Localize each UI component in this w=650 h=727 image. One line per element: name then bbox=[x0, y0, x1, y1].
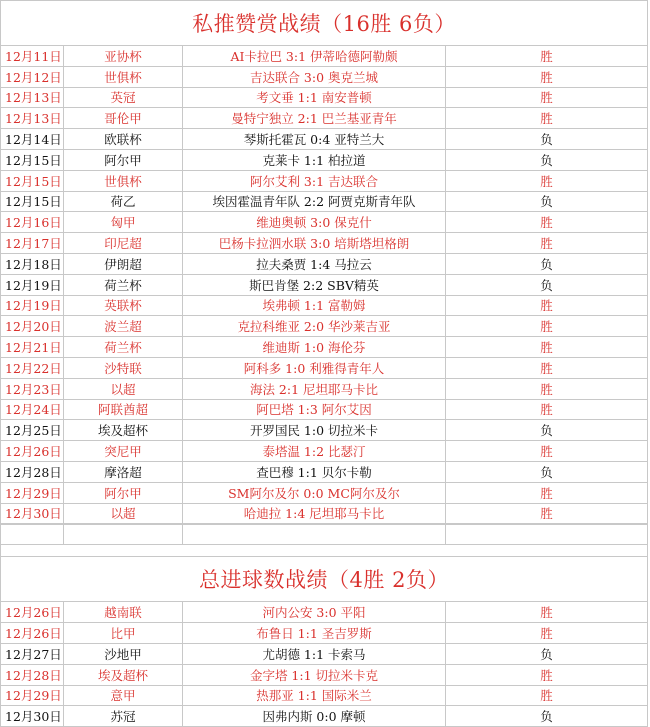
table-row bbox=[1, 441, 648, 462]
date-cell: 12月12日 bbox=[1, 66, 64, 87]
date-cell: 12月13日 bbox=[1, 108, 64, 129]
league-cell: 亚协杯 bbox=[64, 46, 183, 67]
league-cell: 比甲 bbox=[64, 623, 183, 644]
league-cell: 越南联 bbox=[64, 602, 183, 623]
section2-table bbox=[0, 601, 648, 727]
date-cell: 12月29日 bbox=[1, 685, 64, 706]
match-cell: 巴杨卡拉泗水联 3:0 培斯塔坦格朗 bbox=[183, 233, 446, 254]
date-cell: 12月19日 bbox=[1, 274, 64, 295]
match-cell: 阿尔艾利 3:1 吉达联合 bbox=[183, 170, 446, 191]
match-cell: 海法 2:1 尼坦耶马卡比 bbox=[183, 378, 446, 399]
league-cell: 埃及超杯 bbox=[64, 420, 183, 441]
match-cell: 布鲁日 1:1 圣吉罗斯 bbox=[183, 623, 446, 644]
result-cell: 胜 bbox=[446, 46, 648, 67]
league-cell: 阿尔甲 bbox=[64, 149, 183, 170]
league-cell: 摩洛超 bbox=[64, 461, 183, 482]
blank-row bbox=[1, 525, 648, 545]
date-cell: 12月19日 bbox=[1, 295, 64, 316]
result-cell: 胜 bbox=[446, 295, 648, 316]
date-cell: 12月14日 bbox=[1, 129, 64, 150]
result-cell: 负 bbox=[446, 149, 648, 170]
league-cell: 世俱杯 bbox=[64, 170, 183, 191]
table-row bbox=[1, 129, 648, 150]
date-cell: 12月15日 bbox=[1, 170, 64, 191]
league-cell: 荷兰杯 bbox=[64, 274, 183, 295]
league-cell: 沙地甲 bbox=[64, 643, 183, 664]
date-cell: 12月13日 bbox=[1, 87, 64, 108]
result-cell: 胜 bbox=[446, 233, 648, 254]
league-cell: 伊朗超 bbox=[64, 253, 183, 274]
league-cell: 阿尔甲 bbox=[64, 482, 183, 503]
result-cell: 负 bbox=[446, 643, 648, 664]
league-cell: 突尼甲 bbox=[64, 441, 183, 462]
result-cell: 胜 bbox=[446, 316, 648, 337]
match-cell: 维迪斯 1:0 海伦芬 bbox=[183, 337, 446, 358]
result-cell: 胜 bbox=[446, 441, 648, 462]
match-cell: 阿巴塔 1:3 阿尔艾因 bbox=[183, 399, 446, 420]
date-cell: 12月23日 bbox=[1, 378, 64, 399]
table-row bbox=[1, 461, 648, 482]
league-cell: 以超 bbox=[64, 378, 183, 399]
match-cell: 开罗国民 1:0 切拉米卡 bbox=[183, 420, 446, 441]
table-row bbox=[1, 706, 648, 727]
result-cell: 胜 bbox=[446, 482, 648, 503]
date-cell: 12月26日 bbox=[1, 623, 64, 644]
table-row bbox=[1, 170, 648, 191]
league-cell: 世俱杯 bbox=[64, 66, 183, 87]
match-cell: 琴斯托霍瓦 0:4 亚特兰大 bbox=[183, 129, 446, 150]
date-cell: 12月24日 bbox=[1, 399, 64, 420]
match-cell: 克拉科维亚 2:0 华沙莱吉亚 bbox=[183, 316, 446, 337]
result-cell: 负 bbox=[446, 191, 648, 212]
match-cell: 因弗内斯 0:0 摩顿 bbox=[183, 706, 446, 727]
match-cell: 阿科多 1:0 利雅得青年人 bbox=[183, 357, 446, 378]
section-gap bbox=[0, 545, 648, 556]
table-row bbox=[1, 191, 648, 212]
table-row bbox=[1, 274, 648, 295]
table-row bbox=[1, 664, 648, 685]
table-row bbox=[1, 399, 648, 420]
result-cell: 胜 bbox=[446, 337, 648, 358]
result-cell: 胜 bbox=[446, 378, 648, 399]
result-cell: 负 bbox=[446, 129, 648, 150]
table-row bbox=[1, 602, 648, 623]
result-cell: 胜 bbox=[446, 664, 648, 685]
match-cell: SM阿尔及尔 0:0 MC阿尔及尔 bbox=[183, 482, 446, 503]
match-cell: 埃因霍温青年队 2:2 阿贾克斯青年队 bbox=[183, 191, 446, 212]
league-cell: 埃及超杯 bbox=[64, 664, 183, 685]
result-cell: 胜 bbox=[446, 623, 648, 644]
table-row bbox=[1, 482, 648, 503]
match-cell: 埃弗顿 1:1 富勒姆 bbox=[183, 295, 446, 316]
table-row bbox=[1, 357, 648, 378]
table-row bbox=[1, 420, 648, 441]
date-cell: 12月25日 bbox=[1, 420, 64, 441]
date-cell: 12月30日 bbox=[1, 503, 64, 524]
section1-title: 私推赞赏战绩（16胜 6负） bbox=[0, 0, 648, 45]
result-cell: 负 bbox=[446, 706, 648, 727]
league-cell: 苏冠 bbox=[64, 706, 183, 727]
date-cell: 12月29日 bbox=[1, 482, 64, 503]
table-row bbox=[1, 87, 648, 108]
date-cell: 12月15日 bbox=[1, 191, 64, 212]
table-row bbox=[1, 46, 648, 67]
match-cell: 曼特宁独立 2:1 巴兰基亚青年 bbox=[183, 108, 446, 129]
date-cell: 12月28日 bbox=[1, 664, 64, 685]
result-cell: 胜 bbox=[446, 685, 648, 706]
league-cell: 英联杯 bbox=[64, 295, 183, 316]
match-cell: 吉达联合 3:0 奥克兰城 bbox=[183, 66, 446, 87]
table-row bbox=[1, 337, 648, 358]
table-row bbox=[1, 295, 648, 316]
date-cell: 12月21日 bbox=[1, 337, 64, 358]
result-cell: 胜 bbox=[446, 357, 648, 378]
table-row bbox=[1, 685, 648, 706]
section2-title: 总进球数战绩（4胜 2负） bbox=[0, 556, 648, 601]
league-cell: 波兰超 bbox=[64, 316, 183, 337]
result-cell: 负 bbox=[446, 253, 648, 274]
date-cell: 12月11日 bbox=[1, 46, 64, 67]
league-cell: 印尼超 bbox=[64, 233, 183, 254]
league-cell: 以超 bbox=[64, 503, 183, 524]
league-cell: 荷乙 bbox=[64, 191, 183, 212]
section1-spacer bbox=[0, 524, 648, 545]
match-cell: 考文垂 1:1 南安普顿 bbox=[183, 87, 446, 108]
match-cell: 哈迪拉 1:4 尼坦耶马卡比 bbox=[183, 503, 446, 524]
result-cell: 负 bbox=[446, 274, 648, 295]
table-row bbox=[1, 108, 648, 129]
league-cell: 哥伦甲 bbox=[64, 108, 183, 129]
table-row bbox=[1, 623, 648, 644]
match-cell: AI卡拉巴 3:1 伊蒂哈德阿勒颇 bbox=[183, 46, 446, 67]
table-row bbox=[1, 378, 648, 399]
match-cell: 斯巴肯堡 2:2 SBV精英 bbox=[183, 274, 446, 295]
date-cell: 12月26日 bbox=[1, 441, 64, 462]
table-row bbox=[1, 643, 648, 664]
result-cell: 胜 bbox=[446, 66, 648, 87]
date-cell: 12月30日 bbox=[1, 706, 64, 727]
date-cell: 12月22日 bbox=[1, 357, 64, 378]
league-cell: 英冠 bbox=[64, 87, 183, 108]
date-cell: 12月20日 bbox=[1, 316, 64, 337]
match-cell: 尤胡德 1:1 卡索马 bbox=[183, 643, 446, 664]
date-cell: 12月16日 bbox=[1, 212, 64, 233]
section1-table bbox=[0, 45, 648, 524]
table-row bbox=[1, 212, 648, 233]
date-cell: 12月28日 bbox=[1, 461, 64, 482]
match-cell: 克莱卡 1:1 柏拉道 bbox=[183, 149, 446, 170]
result-cell: 胜 bbox=[446, 212, 648, 233]
league-cell: 欧联杯 bbox=[64, 129, 183, 150]
table-row bbox=[1, 316, 648, 337]
date-cell: 12月27日 bbox=[1, 643, 64, 664]
league-cell: 匈甲 bbox=[64, 212, 183, 233]
league-cell: 意甲 bbox=[64, 685, 183, 706]
result-cell: 胜 bbox=[446, 108, 648, 129]
league-cell: 阿联酋超 bbox=[64, 399, 183, 420]
result-cell: 胜 bbox=[446, 170, 648, 191]
match-cell: 泰塔温 1:2 比瑟汀 bbox=[183, 441, 446, 462]
match-cell: 查巴穆 1:1 贝尔卡勒 bbox=[183, 461, 446, 482]
table-row bbox=[1, 503, 648, 524]
match-cell: 河内公安 3:0 平阳 bbox=[183, 602, 446, 623]
table-row bbox=[1, 149, 648, 170]
date-cell: 12月26日 bbox=[1, 602, 64, 623]
result-cell: 胜 bbox=[446, 87, 648, 108]
result-cell: 负 bbox=[446, 461, 648, 482]
result-cell: 胜 bbox=[446, 503, 648, 524]
league-cell: 沙特联 bbox=[64, 357, 183, 378]
result-cell: 胜 bbox=[446, 602, 648, 623]
result-cell: 负 bbox=[446, 420, 648, 441]
match-cell: 维迪奥顿 3:0 保克什 bbox=[183, 212, 446, 233]
match-cell: 拉夫桑贾 1:4 马拉云 bbox=[183, 253, 446, 274]
match-cell: 金字塔 1:1 切拉米卡克 bbox=[183, 664, 446, 685]
result-cell: 胜 bbox=[446, 399, 648, 420]
date-cell: 12月15日 bbox=[1, 149, 64, 170]
table-row bbox=[1, 253, 648, 274]
match-cell: 热那亚 1:1 国际米兰 bbox=[183, 685, 446, 706]
league-cell: 荷兰杯 bbox=[64, 337, 183, 358]
table-row bbox=[1, 66, 648, 87]
date-cell: 12月17日 bbox=[1, 233, 64, 254]
table-row bbox=[1, 233, 648, 254]
date-cell: 12月18日 bbox=[1, 253, 64, 274]
